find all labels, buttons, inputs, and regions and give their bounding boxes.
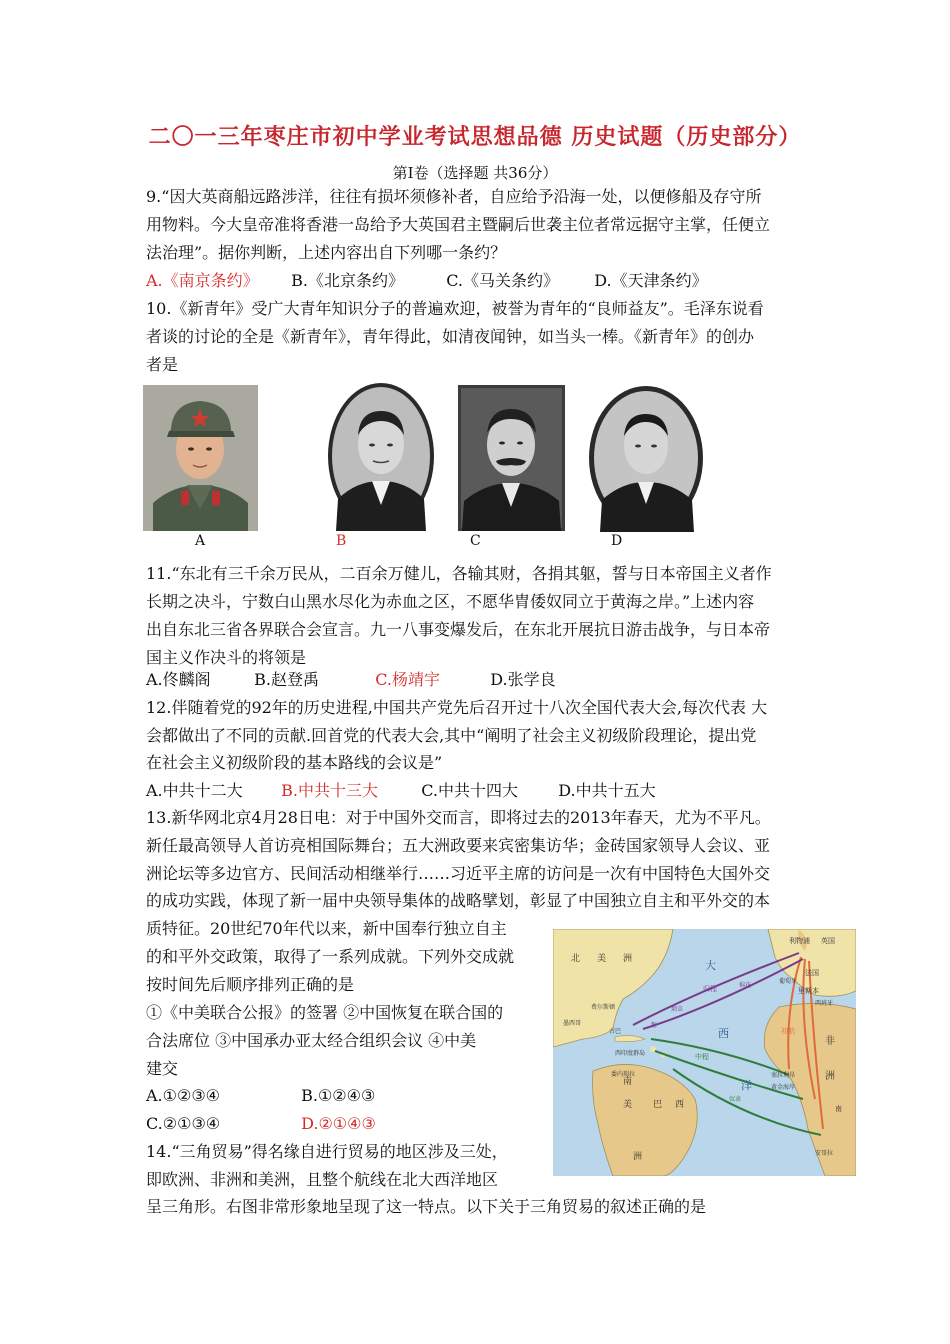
q13-option-c[interactable]: C.②①③④ xyxy=(146,1114,221,1133)
q13-option-d[interactable]: D.②①④③ xyxy=(301,1114,376,1133)
portrait-c-caption: C xyxy=(470,533,481,549)
portrait-d-caption: D xyxy=(611,533,623,549)
svg-text:利物浦: 利物浦 xyxy=(789,937,810,945)
svg-text:古巴: 古巴 xyxy=(609,1028,622,1035)
svg-text:葡萄牙: 葡萄牙 xyxy=(779,978,798,985)
q11-line-2: 长期之决斗，宁数白山黑水尽化为赤血之区，不愿华胄倭奴同立于黄海之岸。”上述内容 xyxy=(146,592,755,611)
q9-line-3: 法治理”。据你判断，上述内容出自下列哪一条约？ xyxy=(146,243,507,262)
q9-options xyxy=(146,271,708,291)
svg-text:西班牙: 西班牙 xyxy=(815,1000,834,1007)
svg-text:洲: 洲 xyxy=(633,1152,643,1162)
svg-text:黄金海岸: 黄金海岸 xyxy=(771,1084,796,1091)
q12-line-3: 在社会主义初级阶段的基本路线的会议是” xyxy=(146,753,443,772)
q12-line-1: 12.伴随着党的92年的历史进程,中国共产党先后召开过十八次全国代表大会,每次代表 大 xyxy=(146,698,768,717)
q13-line-6: 的和平外交政策，取得了一系列成就。下列外交成就 xyxy=(146,947,515,966)
q9-option-c[interactable]: C.《马关条约》 xyxy=(446,271,559,290)
svg-text:英国: 英国 xyxy=(821,937,835,945)
svg-text:塞拉利昂: 塞拉利昂 xyxy=(771,1072,796,1079)
q13-line-10: 建交 xyxy=(146,1059,179,1078)
portrait-a-caption: A xyxy=(195,533,206,549)
q9-option-b[interactable]: B.《北京条约》 xyxy=(291,271,404,290)
q11-line-3: 出自东北三省各界联合会宣言。九一八事变爆发后，在东北开展抗日游击战争，与日本帝 xyxy=(146,620,771,639)
q10-line-2: 者谈的讨论的全是《新青年》，青年得此，如清夜闻钟，如当头一棒。《新青年》的创办 xyxy=(146,327,755,346)
q12-option-c[interactable]: C.中共十四大 xyxy=(421,781,518,800)
q11-option-d[interactable]: D.张学良 xyxy=(490,670,556,689)
q13-options-row-1 xyxy=(146,1086,375,1106)
page-title: 二〇一三年枣庄市初中学业考试思想品德 历史试题（历史部分） xyxy=(148,125,802,150)
q14-line-1: 14.“三角贸易”得名缘自进行贸易的地区涉及三处， xyxy=(146,1142,508,1161)
q14-line-2: 即欧洲、非洲和美洲，且整个航线在北大西洋地区 xyxy=(146,1170,499,1189)
svg-text:北: 北 xyxy=(571,954,581,964)
q13-options-row-2 xyxy=(146,1114,376,1134)
svg-text:美: 美 xyxy=(597,954,607,964)
svg-text:西: 西 xyxy=(718,1027,729,1040)
svg-text:安哥拉: 安哥拉 xyxy=(815,1150,834,1157)
triangle-trade-map[interactable] xyxy=(553,929,856,1176)
q11-line-1: 11.“东北有三千余万民从，二百余万健儿，各输其财，各捐其躯，誓与日本帝国主义者作 xyxy=(146,564,772,583)
q9-option-a[interactable]: A.《南京条约》 xyxy=(146,271,259,290)
q11-option-c[interactable]: C.杨靖宇 xyxy=(375,670,440,689)
svg-text:糖: 糖 xyxy=(651,1022,658,1029)
svg-text:烟草: 烟草 xyxy=(671,1006,684,1013)
svg-text:费尔斯顿: 费尔斯顿 xyxy=(591,1004,616,1011)
q11-options xyxy=(146,670,556,690)
portrait-c-image[interactable] xyxy=(458,385,565,531)
svg-text:南: 南 xyxy=(835,1105,842,1113)
svg-text:棉花: 棉花 xyxy=(739,982,752,989)
q12-option-b[interactable]: B.中共十三大 xyxy=(281,781,378,800)
q13-option-b[interactable]: B.①②④③ xyxy=(301,1086,376,1105)
q11-option-a[interactable]: A.佟麟阁 xyxy=(146,670,211,689)
q12-line-2: 会都做出了不同的贡献.回首党的代表大会,其中“阐明了社会主义初级阶段理论，提出党 xyxy=(146,726,757,745)
portrait-b-image[interactable] xyxy=(326,381,436,531)
svg-text:非: 非 xyxy=(825,1036,835,1047)
svg-text:洲: 洲 xyxy=(623,954,633,964)
q11-line-4: 国主义作决斗的将领是 xyxy=(146,648,307,667)
portrait-a-image[interactable] xyxy=(143,385,258,531)
q9-option-d[interactable]: D.《天津条约》 xyxy=(594,271,708,290)
q13-line-9: 合法席位 ③中国承办亚太经合组织会议 ④中美 xyxy=(146,1031,477,1050)
svg-text:里斯本: 里斯本 xyxy=(798,987,819,995)
svg-text:南: 南 xyxy=(623,1077,633,1087)
q13-line-5: 质特征。20世纪70年代以来，新中国奉行独立自主 xyxy=(146,919,507,938)
q13-line-1: 13.新华网北京4月28日电：对于中国外交而言，即将过去的2013年春天，尤为不平凡。 xyxy=(146,808,771,827)
q10-line-1: 10.《新青年》受广大青年知识分子的普遍欢迎，被誉为青年的“良师益友”。毛泽东说看 xyxy=(146,299,764,318)
svg-text:巴: 巴 xyxy=(653,1100,663,1110)
portrait-d-image[interactable] xyxy=(588,384,705,532)
svg-text:洋: 洋 xyxy=(741,1079,752,1092)
svg-text:法国: 法国 xyxy=(805,969,819,977)
q12-option-d[interactable]: D.中共十五大 xyxy=(558,781,656,800)
q12-options xyxy=(146,781,656,801)
q13-line-8: ①《中美联合公报》的签署 ②中国恢复在联合国的 xyxy=(146,1003,504,1022)
q10-line-3: 者是 xyxy=(146,355,179,374)
q13-line-4: 的成功实践，体现了新一届中央领导集体的战略擘划，彰显了中国独立自主和平外交的本 xyxy=(146,891,771,910)
svg-text:西印度群岛: 西印度群岛 xyxy=(615,1050,646,1057)
q13-option-a[interactable]: A.①②③④ xyxy=(146,1086,221,1105)
svg-text:美: 美 xyxy=(623,1100,633,1110)
svg-text:中程: 中程 xyxy=(695,1053,709,1061)
svg-text:归程: 归程 xyxy=(703,985,717,993)
portrait-b-caption: B xyxy=(336,533,347,549)
q9-line-2: 用物料。今大皇帝准将香港一岛给予大英国君主暨嗣后世袭主位者常远据守主掌，任便立 xyxy=(146,215,771,234)
svg-text:洲: 洲 xyxy=(825,1071,835,1082)
svg-text:西: 西 xyxy=(675,1100,685,1110)
q9-line-1: 9.“因大英商船远路涉洋，往往有损坏须修补者，自应给予沿海一处，以便修船及存守所 xyxy=(146,187,762,206)
q13-line-2: 新任最高领导人首访亮相国际舞台；五大洲政要来宾密集访华；金砖国家领导人会议、亚 xyxy=(146,836,771,855)
q14-line-3: 呈三角形。右图非常形象地呈现了这一特点。以下关于三角贸易的叙述正确的是 xyxy=(146,1197,707,1216)
q13-line-7: 按时间先后顺序排列正确的是 xyxy=(146,975,355,994)
q13-line-3: 洲论坛等多边官方、民间活动相继举行……习近平主席的访问是一次有中国特色大国外交 xyxy=(146,864,771,883)
svg-text:大: 大 xyxy=(705,959,716,972)
q11-option-b[interactable]: B.赵登禹 xyxy=(254,670,319,689)
svg-text:奴隶: 奴隶 xyxy=(729,1096,742,1103)
section-subtitle: 第Ⅰ卷（选择题 共36分） xyxy=(392,164,558,182)
svg-text:墨西哥: 墨西哥 xyxy=(563,1020,582,1027)
svg-text:委内瑞拉: 委内瑞拉 xyxy=(611,1071,636,1078)
q12-option-a[interactable]: A.中共十二大 xyxy=(146,781,243,800)
svg-text:初航: 初航 xyxy=(781,1027,795,1035)
